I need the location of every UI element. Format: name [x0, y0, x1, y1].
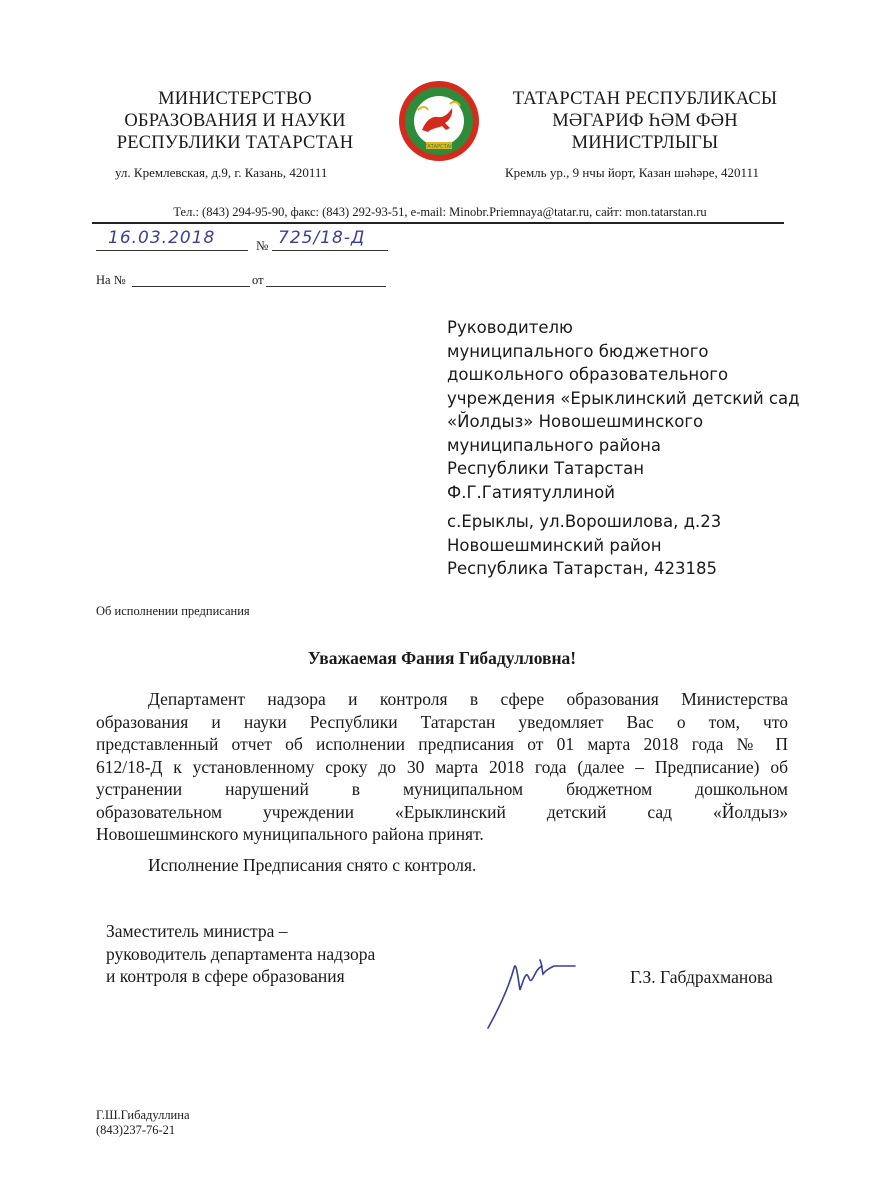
- body-paragraph-1: [96, 688, 788, 846]
- registration-number-label: №: [256, 238, 269, 253]
- ministry-address-russian: ул. Кремлевская, д.9, г. Казань, 420111: [115, 165, 328, 180]
- recipient-line: муниципального района: [447, 435, 662, 455]
- registration-number: 725/18-Д: [278, 228, 366, 248]
- ministry-address-tatar: Кремль ур., 9 нчы йорт, Казан шәһәре, 420111: [505, 165, 760, 180]
- position-line: и контроля в сфере образования: [106, 966, 345, 986]
- recipient-line: Ф.Г.Гатиятуллиной: [447, 482, 615, 502]
- registration-date-line: [96, 250, 248, 251]
- body-line: представленный отчет об исполнении предписания от 01 марта 2018 года № П: [96, 734, 788, 754]
- position-line: руководитель департамента надзора: [106, 943, 376, 964]
- emblem-icon: [398, 80, 480, 162]
- ministry-name-tatar: [500, 88, 790, 154]
- recipient-line: Руководителю: [447, 318, 573, 337]
- reference-number-line: [132, 286, 250, 287]
- recipient-line: Республики Татарстан: [447, 459, 645, 478]
- emblem-text: ТАТАРСТАН: [424, 144, 454, 150]
- salutation: Уважаемая Фания Гибадулловна!: [307, 648, 577, 668]
- registration-number-line: [272, 250, 388, 251]
- executor-phone: (843)237-76-21: [96, 1123, 176, 1137]
- body-line: Департамент надзора и контроля в сфере образования Министерства: [148, 689, 788, 709]
- executor-block: [96, 1108, 190, 1138]
- ministry-name-line: ТАТАРСТАН РЕСПУБЛИКАСЫ: [512, 89, 778, 109]
- ministry-name-russian: [95, 88, 375, 154]
- signatory-name: Г.З. Габдрахманова: [630, 967, 773, 987]
- handwritten-signature: [480, 950, 580, 1032]
- reference-date-label: от: [252, 273, 264, 287]
- position-line: Заместитель министра –: [106, 921, 288, 941]
- executor-name: Г.Ш.Гибадуллина: [96, 1108, 190, 1122]
- body-line: 612/18-Д к установленному сроку до 30 марта 2018 года (далее – Предписание) об: [96, 756, 788, 777]
- address-line: Новошешминский район: [447, 535, 662, 555]
- body-line: устранении нарушений в муниципальном бюджетном дошкольном: [96, 779, 788, 799]
- registration-date: 16.03.2018: [108, 228, 216, 248]
- body-line: Новошешминского муниципального района принят.: [96, 824, 484, 844]
- signatory-position: [106, 920, 446, 988]
- ministry-name-line: МИНИСТРЛЫГЫ: [571, 133, 719, 153]
- recipient-line: дошкольного образовательного: [447, 365, 729, 384]
- contact-line: Тел.: (843) 294-95-90, факс: (843) 292-93-51, e-mail: Minobr.Priemnaya@tatar.ru, сайт: mon.tatarstan.ru: [173, 205, 707, 219]
- recipient-line: «Йолдыз» Новошешминского: [447, 412, 704, 431]
- address-line: с.Ерыклы, ул.Ворошилова, д.23: [447, 512, 722, 531]
- ministry-name-line: РЕСПУБЛИКИ ТАТАРСТАН: [116, 133, 354, 153]
- reference-date-line: [266, 286, 386, 287]
- ministry-name-line: МӘГАРИФ ҺӘМ ФӘН: [552, 111, 738, 131]
- recipient-address: [447, 510, 807, 581]
- body-line: образовательном учреждении «Ерыклинский детский сад «Йолдыз»: [96, 801, 788, 822]
- tatarstan-emblem: [398, 80, 480, 162]
- header-divider: [92, 222, 784, 224]
- ministry-name-line: МИНИСТЕРСТВО: [158, 89, 312, 109]
- letter-subject: Об исполнении предписания: [96, 604, 250, 618]
- recipient-line: муниципального бюджетного: [447, 341, 709, 361]
- recipient-line: учреждения «Ерыклинский детский сад: [447, 388, 800, 408]
- address-line: Республика Татарстан, 423185: [447, 559, 717, 578]
- body-line: образования и науки Республики Татарстан уведомляет Вас о том, что: [96, 711, 788, 732]
- signature-icon: [480, 950, 580, 1032]
- ministry-name-line: ОБРАЗОВАНИЯ И НАУКИ: [124, 111, 346, 131]
- recipient-block: [447, 316, 807, 504]
- body-paragraph-2: Исполнение Предписания снято с контроля.: [148, 855, 477, 875]
- reference-number-label: На №: [96, 273, 126, 287]
